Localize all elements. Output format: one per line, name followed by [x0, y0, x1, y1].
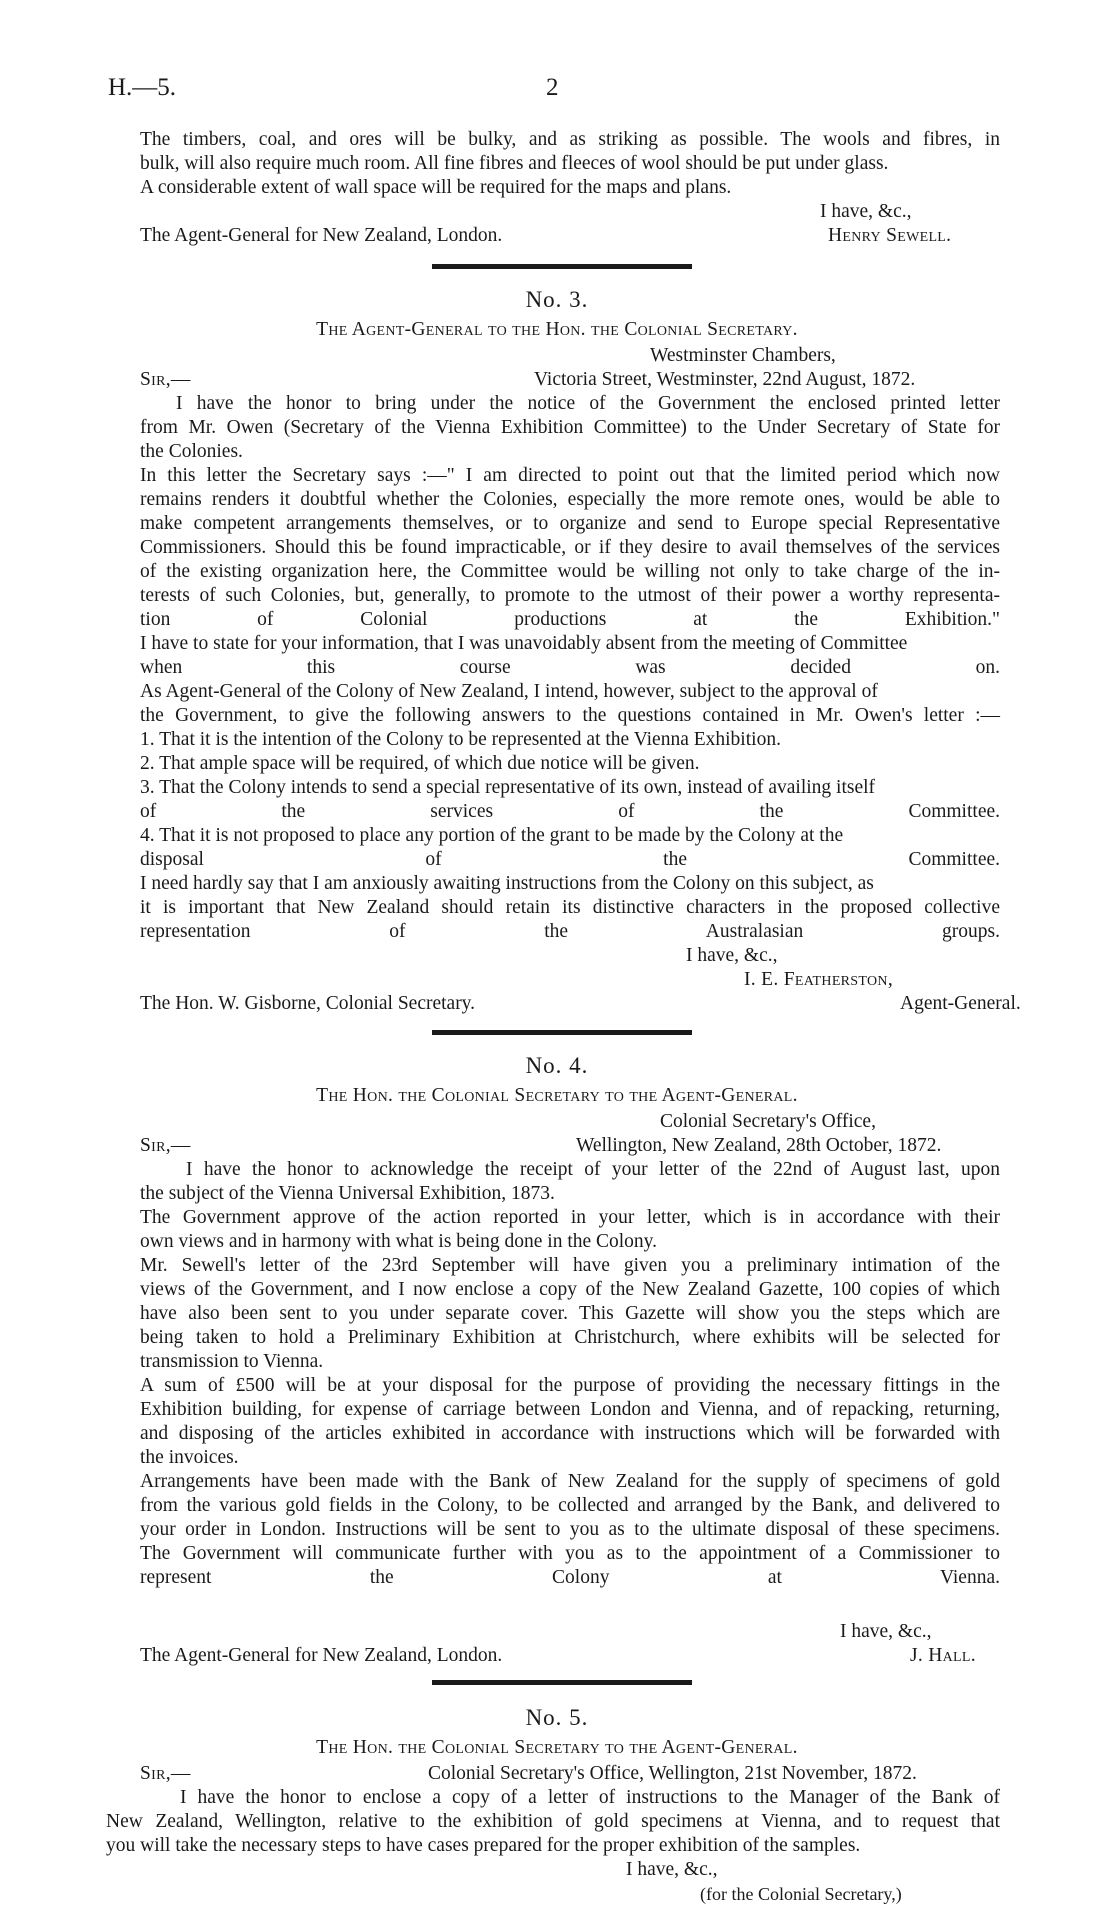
body-line: bulk, will also require much room. All fine fibres and fleeces of wool should be put under glass.	[140, 153, 889, 174]
signature-title: Agent-General.	[900, 993, 1021, 1014]
body-line: New Zealand, Wellington, relative to the exhibition of gold specimens at Vienna, and to request that	[106, 1811, 1000, 1832]
body-line: make competent arrangements themselves, or to organize and send to Europe special Representative	[140, 513, 1000, 534]
address-date: Colonial Secretary's Office, Wellington, 21st November, 1872.	[428, 1763, 917, 1784]
body-line: disposal of the Committee.	[140, 849, 1000, 870]
body-line: from the various gold fields in the Colony, to be collected and arranged by the Bank, and delivered to	[140, 1495, 1000, 1516]
salutation: Sir,—	[140, 1135, 191, 1156]
addressee: The Agent-General for New Zealand, London.	[140, 1645, 503, 1666]
letter-number: No. 4.	[525, 1053, 589, 1078]
letter-heading: The Agent-General to the Hon. the Colonial Secretary.	[316, 319, 798, 340]
salutation: Sir,—	[140, 1763, 191, 1784]
body-line: views of the Government, and I now enclose a copy of the New Zealand Gazette, 100 copies of which	[140, 1279, 1000, 1300]
letter-number: No. 3.	[525, 287, 589, 312]
signature: I. E. Featherston,	[744, 969, 893, 990]
signature: Henry Sewell.	[828, 225, 952, 246]
body-line: you will take the necessary steps to have cases prepared for the proper exhibition of the samples.	[106, 1835, 861, 1856]
body-line: Commissioners. Should this be found impracticable, or if they desire to avail themselves of the services	[140, 537, 1000, 558]
body-line: from Mr. Owen (Secretary of the Vienna Exhibition Committee) to the Under Secretary of State for	[140, 417, 1000, 438]
address-line: Westminster Chambers,	[650, 345, 836, 366]
body-line: being taken to hold a Preliminary Exhibition at Christchurch, where exhibits will be selected for	[140, 1327, 1000, 1348]
body-line: the Government, to give the following answers to the questions contained in Mr. Owen's letter :—	[140, 705, 1000, 726]
body-line: 1. That it is the intention of the Colony to be represented at the Vienna Exhibition.	[140, 729, 781, 750]
body-line: A sum of £500 will be at your disposal for the purpose of providing the necessary fittings in the	[140, 1375, 1000, 1396]
body-line: 4. That it is not proposed to place any portion of the grant to be made by the Colony at the	[140, 825, 844, 846]
address-date: Victoria Street, Westminster, 22nd August, 1872.	[534, 369, 916, 390]
body-line: I have the honor to bring under the notice of the Government the enclosed printed letter	[176, 393, 1000, 414]
body-line: The Government approve of the action reported in your letter, which is in accordance with their	[140, 1207, 1000, 1228]
body-line: of the existing organization here, the Committee would be willing not only to take charge of the in-	[140, 561, 1000, 582]
body-line: transmission to Vienna.	[140, 1351, 324, 1372]
signature-note: (for the Colonial Secretary,)	[700, 1884, 902, 1904]
body-line: I need hardly say that I am anxiously awaiting instructions from the Colony on this subject, as	[140, 873, 874, 894]
letter-number: No. 5.	[525, 1705, 589, 1730]
body-line: Arrangements have been made with the Bank of New Zealand for the supply of specimens of gold	[140, 1471, 1000, 1492]
closing: I have, &c.,	[686, 945, 778, 966]
body-line: it is important that New Zealand should retain its distinctive characters in the proposed collective	[140, 897, 1000, 918]
body-line: As Agent-General of the Colony of New Zealand, I intend, however, subject to the approval of	[140, 681, 878, 702]
closing: I have, &c.,	[626, 1859, 718, 1880]
body-line: the invoices.	[140, 1447, 239, 1468]
body-line: the subject of the Vienna Universal Exhibition, 1873.	[140, 1183, 555, 1204]
body-line: Exhibition building, for expense of carriage between London and Vienna, and of repacking, returning,	[140, 1399, 1000, 1420]
page-number: 2	[546, 74, 559, 101]
body-line: 2. That ample space will be required, of which due notice will be given.	[140, 753, 700, 774]
body-line: I have to state for your information, that I was unavoidably absent from the meeting of Committee	[140, 633, 908, 654]
body-line: of the services of the Committee.	[140, 801, 1000, 822]
section-divider	[432, 1030, 692, 1035]
body-line: I have the honor to acknowledge the receipt of your letter of the 22nd of August last, upon	[186, 1159, 1000, 1180]
body-line: the Colonies.	[140, 441, 243, 462]
body-line: represent the Colony at Vienna.	[140, 1567, 1000, 1588]
body-line: and disposing of the articles exhibited in accordance with instructions which will be forwarded with	[140, 1423, 1000, 1444]
body-line: remains renders it doubtful whether the Colonies, especially the more remote ones, would be able to	[140, 489, 1000, 510]
address-line: Colonial Secretary's Office,	[660, 1111, 876, 1132]
letter-heading: The Hon. the Colonial Secretary to the Agent-General.	[316, 1085, 798, 1106]
closing: I have, &c.,	[820, 201, 912, 222]
body-line: The timbers, coal, and ores will be bulky, and as striking as possible. The wools and fibres, in	[140, 129, 1000, 150]
salutation: Sir,—	[140, 369, 191, 390]
letter-heading: The Hon. the Colonial Secretary to the Agent-General.	[316, 1737, 798, 1758]
body-line: Mr. Sewell's letter of the 23rd September will have given you a preliminary intimation of the	[140, 1255, 1000, 1276]
body-line: tion of Colonial productions at the Exhibition."	[140, 609, 1000, 630]
body-line: representation of the Australasian groups.	[140, 921, 1000, 942]
addressee: The Hon. W. Gisborne, Colonial Secretary.	[140, 993, 476, 1014]
section-divider	[432, 264, 692, 269]
body-line: when this course was decided on.	[140, 657, 1000, 678]
body-line: own views and in harmony with what is being done in the Colony.	[140, 1231, 658, 1252]
section-divider	[432, 1680, 692, 1685]
body-line: terests of such Colonies, but, generally, to promote to the utmost of their power a worthy representa-	[140, 585, 1000, 606]
body-line: In this letter the Secretary says :—" I am directed to point out that the limited period which now	[140, 465, 1000, 486]
body-line: The Government will communicate further with you as to the appointment of a Commissioner to	[140, 1543, 1000, 1564]
closing: I have, &c.,	[840, 1621, 932, 1642]
page-reference: H.—5.	[108, 74, 177, 101]
body-line: A considerable extent of wall space will be required for the maps and plans.	[140, 177, 732, 198]
body-line: 3. That the Colony intends to send a special representative of its own, instead of availing itself	[140, 777, 876, 798]
body-line: I have the honor to enclose a copy of a letter of instructions to the Manager of the Bank of	[180, 1787, 1000, 1808]
signature: J. Hall.	[910, 1645, 976, 1666]
addressee: The Agent-General for New Zealand, London.	[140, 225, 503, 246]
address-date: Wellington, New Zealand, 28th October, 1872.	[576, 1135, 942, 1156]
body-line: your order in London. Instructions will be sent to you as to the ultimate disposal of these specimens.	[140, 1519, 1000, 1540]
body-line: have also been sent to you under separate cover. This Gazette will show you the steps which are	[140, 1303, 1000, 1324]
